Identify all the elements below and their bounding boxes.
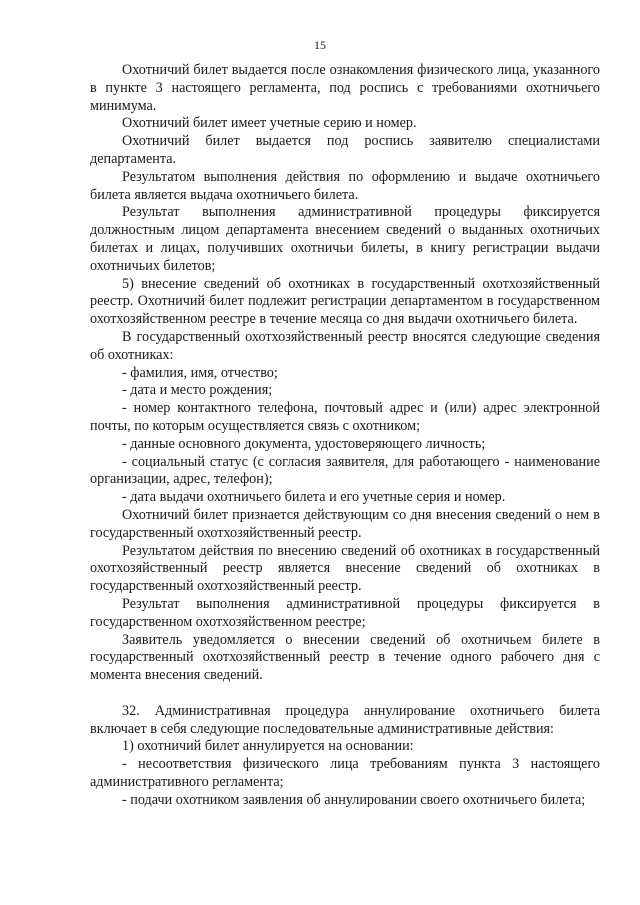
- list-item: - номер контактного телефона, почтовый адрес и (или) адрес электронной почты, по которым осуществляется связь с охотником;: [90, 400, 600, 434]
- paragraph: Охотничий билет выдается под роспись заявителю специалистами департамента.: [90, 133, 600, 167]
- list-item: - подачи охотником заявления об аннулировании своего охотничьего билета;: [122, 791, 586, 808]
- page-number: 15: [314, 38, 326, 52]
- section-heading-paragraph: 32. Административная процедура аннулирование охотничьего билета включает в себя следующие последовательные административные действия:: [90, 702, 600, 737]
- document-body: [90, 62, 600, 810]
- list-item: - дата и место рождения;: [122, 382, 273, 399]
- list-item: - социальный статус (с согласия заявителя, для работающего - наименование организации, адрес, телефон);: [90, 453, 600, 488]
- list-item: - данные основного документа, удостоверяющего личность;: [122, 435, 486, 452]
- paragraph: Результат выполнения административной процедуры фиксируется в государственном охотхозяйственном реестре;: [90, 595, 600, 630]
- list-item: - фамилия, имя, отчество;: [122, 364, 278, 381]
- paragraph: Охотничий билет выдается после ознакомления физического лица, указанного в пункте 3 настоящего регламента, под роспись с требованиями охотничьего минимума.: [90, 62, 600, 114]
- list-item: - несоответствия физического лица требованиям пункта 3 настоящего административного регламента;: [90, 756, 600, 791]
- paragraph: Заявитель уведомляется о внесении сведений об охотничьем билете в государственный охотхозяйственный реестр в течение одного рабочего дня с момента внесения сведений.: [90, 631, 600, 684]
- paragraph: 5) внесение сведений об охотниках в государственный охотхозяйственный реестр. Охотничий билет подлежит регистрации департаментом в государственном охотхозяйственном реестре в течение месяца со дня выдачи охотничьего билета.: [90, 275, 600, 328]
- paragraph: Охотничий билет имеет учетные серию и номер.: [122, 115, 417, 132]
- paragraph: Охотничий билет признается действующим со дня внесения сведений о нем в государственный охотхозяйственный реестр.: [90, 506, 600, 541]
- paragraph: Результатом выполнения действия по оформлению и выдаче охотничьего билета является выдача охотничьего билета.: [90, 168, 600, 203]
- paragraph: Результат выполнения административной процедуры фиксируется должностным лицом департамента внесением сведений о выданных охотничьих билетах и лицах, получивших охотничьи билеты, в книгу регистрации выдачи охотничьих билетов;: [90, 204, 600, 274]
- paragraph: В государственный охотхозяйственный реестр вносятся следующие сведения об охотниках:: [90, 328, 600, 363]
- list-item: - дата выдачи охотничьего билета и его учетные серия и номер.: [122, 489, 506, 506]
- paragraph: 1) охотничий билет аннулируется на основании:: [122, 738, 414, 755]
- paragraph: Результатом действия по внесению сведений об охотниках в государственный охотхозяйственный реестр является внесение сведений об охотниках в государственный охотхозяйственный реестр.: [90, 542, 600, 595]
